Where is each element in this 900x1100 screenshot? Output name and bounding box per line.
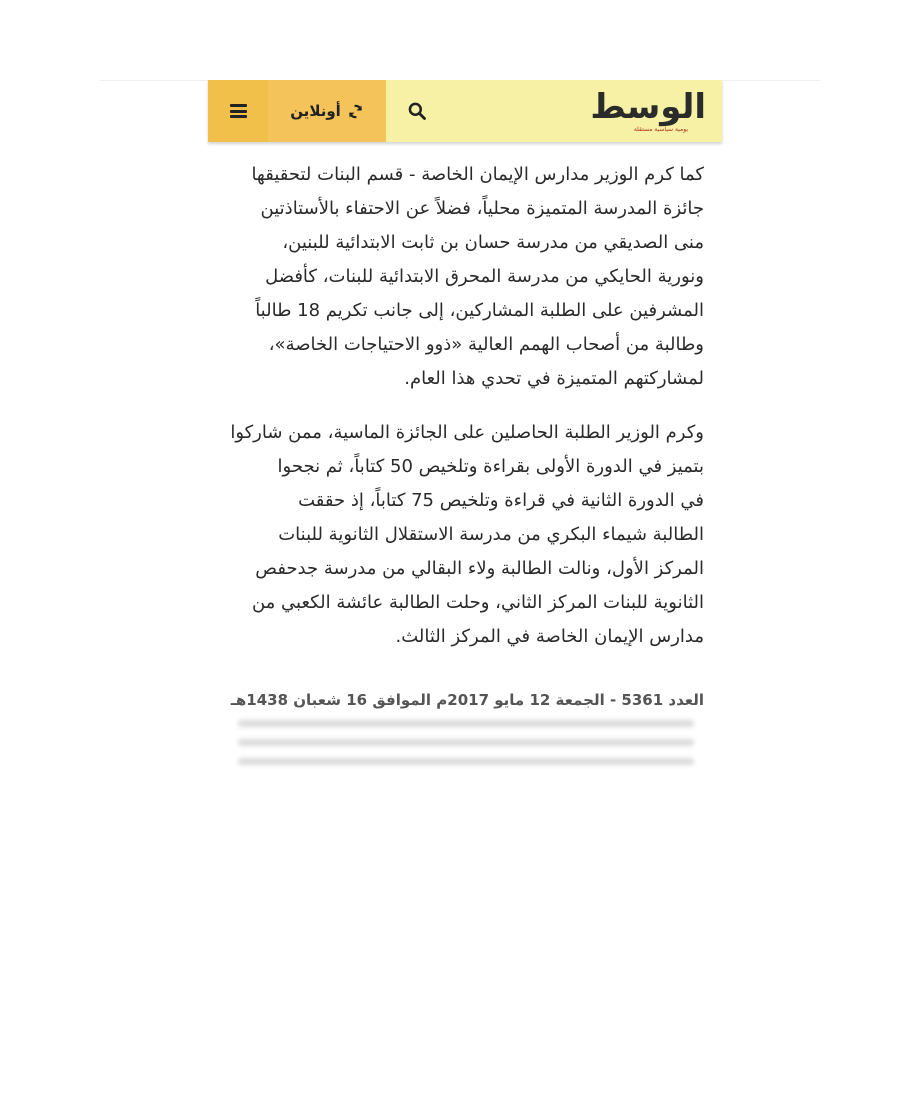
mobile-page	[208, 80, 722, 790]
article-paragraph-2	[230, 416, 704, 654]
faded-content	[238, 720, 694, 786]
article-line: الثانوية للبنات المركز الثاني، وحلت الطالبة عائشة الكعبي من	[251, 592, 704, 613]
article-paragraph-1	[230, 158, 704, 396]
issue-info: العدد 5361 - الجمعة 12 مايو 2017م الموافق 16 شعبان 1438هـ	[230, 691, 704, 709]
article-line: جائزة المدرسة المتميزة محلياً، فضلاً عن الاحتفاء بالأستاذتين	[260, 198, 704, 219]
article-line: ونورية الحايكي من مدرسة المحرق الابتدائية للبنات، كأفضل	[265, 266, 704, 287]
site-header	[208, 80, 722, 142]
online-button[interactable]	[268, 80, 386, 142]
refresh-icon	[347, 103, 364, 120]
article-line: في الدورة الثانية في قراءة وتلخيص 75 كتاباً، إذ حققت	[298, 490, 704, 511]
article-line: لمشاركتهم المتميزة في تحدي هذا العام.	[404, 368, 704, 389]
article-line: منى الصديقي من مدرسة حسان بن ثابت الابتدائية للبنين،	[282, 232, 704, 253]
article-line: المركز الأول، ونالت الطالبة ولاء البقالي من مدرسة جدحفص	[255, 558, 704, 579]
site-logo[interactable]	[556, 88, 706, 138]
article-line: وطالبة من أصحاب الهمم العالية «ذوو الاحتياجات الخاصة»،	[268, 334, 704, 355]
menu-button[interactable]	[208, 80, 268, 142]
search-icon	[407, 101, 427, 121]
search-button[interactable]	[386, 80, 448, 142]
article-line: بتميز في الدورة الأولى بقراءة وتلخيص 50 كتاباً، ثم نجحوا	[277, 456, 704, 477]
article-line: كما كرم الوزير مدارس الإيمان الخاصة - قسم البنات لتحقيقها	[251, 164, 704, 185]
hamburger-menu-icon	[230, 104, 247, 118]
online-label: أونلاين	[290, 102, 341, 120]
article-line: مدارس الإيمان الخاصة في المركز الثالث.	[395, 626, 704, 647]
article-line: المشرفين على الطلبة المشاركين، إلى جانب تكريم 18 طالباً	[255, 300, 704, 321]
article-line: الطالبة شيماء البكري من مدرسة الاستقلال الثانوية للبنات	[278, 524, 704, 545]
article-body	[230, 158, 704, 714]
logo-subtitle: يومية سياسية مستقلة	[633, 126, 688, 133]
logo-text: الوسط	[590, 87, 706, 127]
article-line: وكرم الوزير الطلبة الحاصلين على الجائزة الماسية، ممن شاركوا	[230, 422, 704, 443]
